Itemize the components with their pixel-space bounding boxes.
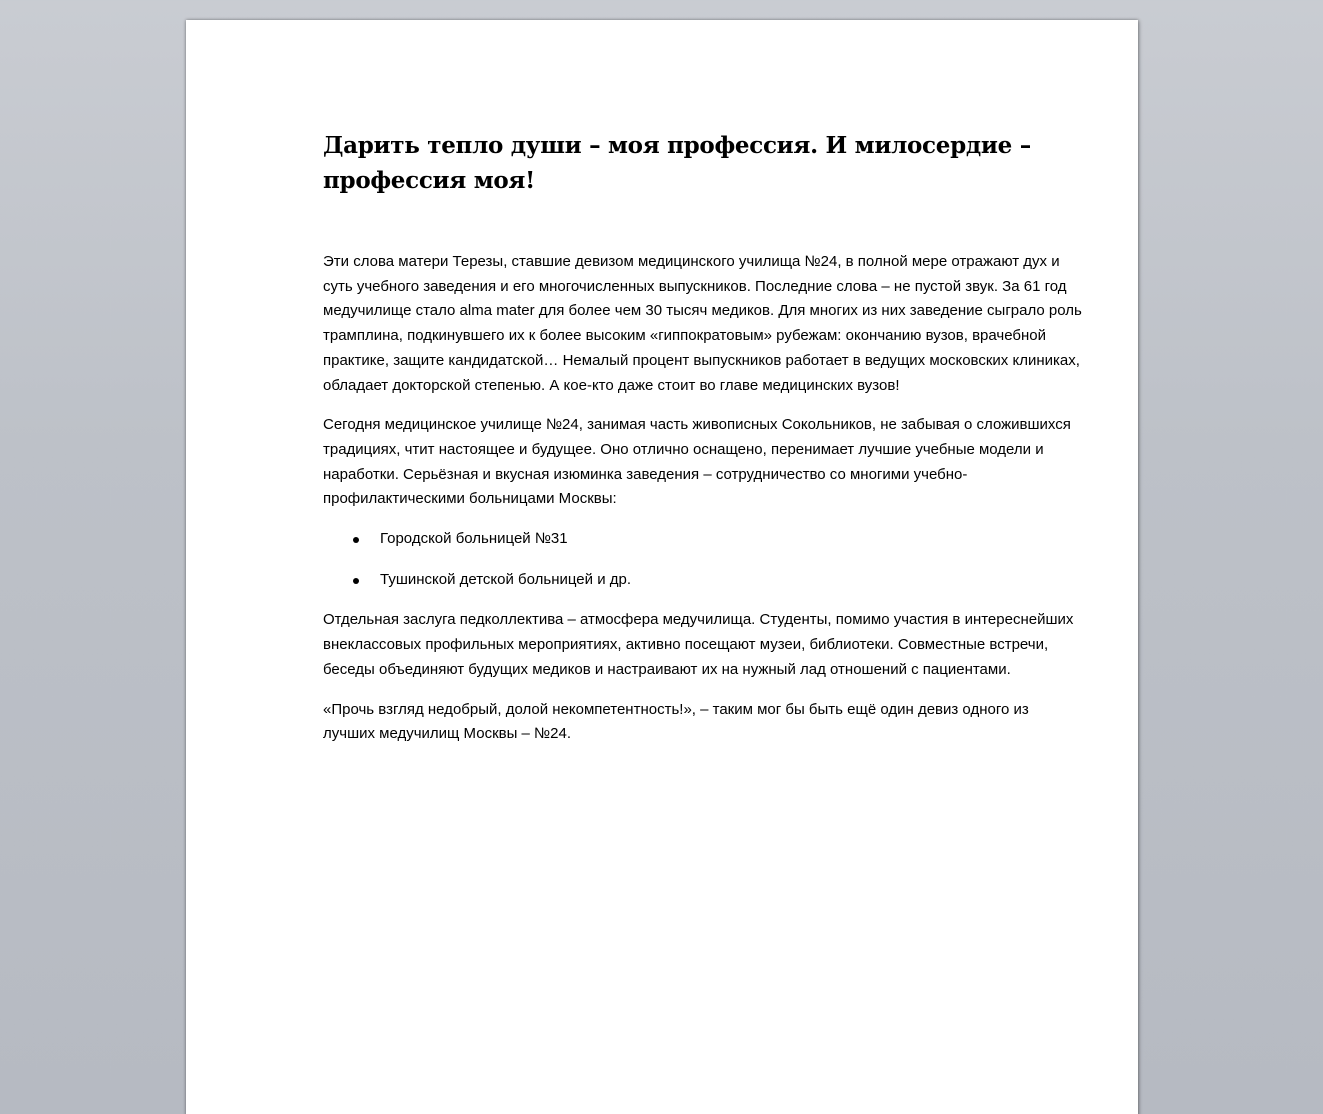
list-item[interactable] <box>323 527 1083 552</box>
bullet-icon <box>353 578 359 584</box>
hospital-list <box>323 527 1083 592</box>
list-item-text: Городской больницей №31 <box>380 530 568 548</box>
bullet-icon <box>353 537 359 543</box>
document-page[interactable] <box>186 20 1138 1114</box>
list-item-text: Тушинской детской больницей и др. <box>380 570 632 588</box>
paragraph-intro[interactable]: Эти слова матери Терезы, ставшие девизом медицинского училища №24, в полной мере отражают дух и суть учебного заведения и его многочисленных выпускников. Последние слова – не пустой звук. За 61 год медучилище стало alma mater для более чем 30 тысяч медиков. Для многих из них заведение сыграло роль трамплина, подкинувшего их к более высоким «гиппократовым» рубежам: окончанию вузов, врачебной практике, защите кандидатской… Немалый процент выпускников работает в ведущих московских клиниках, обладает докторской степенью. А кое-кто даже стоит во главе медицинских вузов! <box>323 253 1082 394</box>
list-item[interactable] <box>323 568 1083 593</box>
paragraph-today[interactable]: Сегодня медицинское училище №24, занимая часть живописных Сокольников, не забывая о сложившихся традициях, чтит настоящее и будущее. Оно отлично оснащено, перенимает лучшие учебные модели и наработки. Серьёзная и вкусная изюминка заведения – сотрудничество со многими учебно-профилактическими больницами Москвы: <box>323 416 1071 508</box>
paragraph-atmosphere[interactable]: Отдельная заслуга педколлектива – атмосфера медучилища. Студенты, помимо участия в интереснейших внеклассовых профильных мероприятиях, активно посещают музеи, библиотеки. Совместные встречи, беседы объединяют будущих медиков и настраивают их на нужный лад отношений с пациентами. <box>323 611 1074 678</box>
paragraph-motto[interactable]: «Прочь взгляд недобрый, долой некомпетентность!», – таким мог бы быть ещё один девиз одного из лучших медучилищ Москвы – №24. <box>323 700 1029 743</box>
document-heading[interactable]: Дарить тепло души – моя профессия. И милосердие – профессия моя! <box>323 132 1031 194</box>
document-body[interactable] <box>323 128 1083 762</box>
